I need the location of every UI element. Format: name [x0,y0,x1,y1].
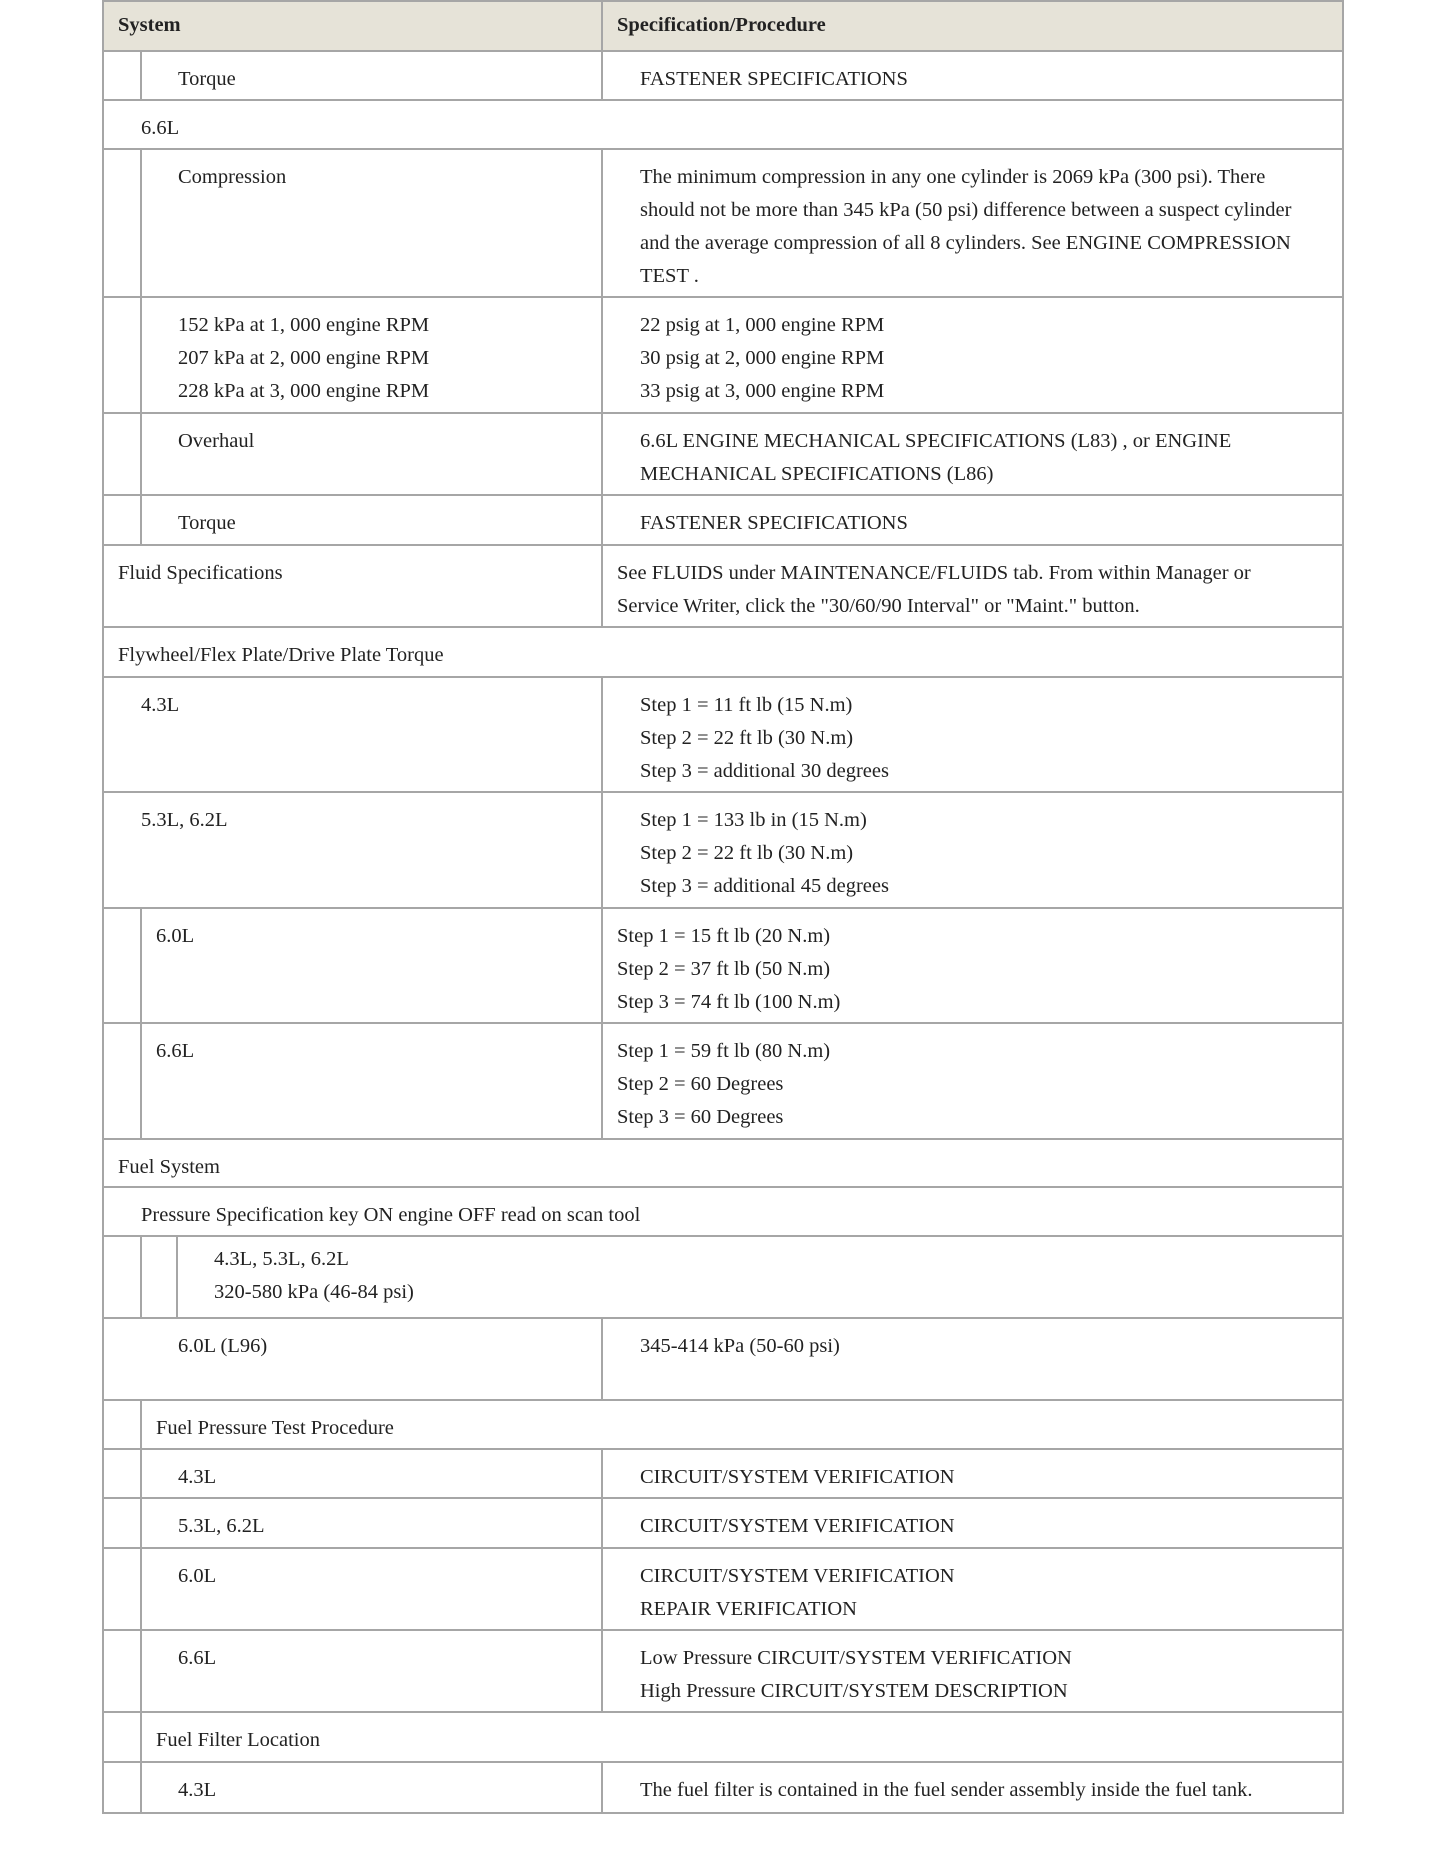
table-row [104,1237,1342,1319]
row-spec-line: Step 2 = 37 ft lb (50 N.m) [617,958,831,980]
row-system-cell [104,1450,601,1497]
row-spec-cell [601,793,1342,907]
row-group-text: Fuel Filter Location [156,1729,320,1751]
table-row [104,1401,1342,1450]
header-spec [601,2,1342,50]
row-spec-line: Step 3 = additional 45 degrees [640,875,889,897]
row-spec-line: CIRCUIT/SYSTEM VERIFICATION [640,1565,955,1587]
row-spec-text: CIRCUIT/SYSTEM VERIFICATION [640,1515,955,1537]
row-spec-line: should not be more than 345 kPa (50 psi) difference between a suspect cylinder [640,199,1292,221]
row-spec-line: Step 1 = 15 ft lb (20 N.m) [617,925,831,947]
row-spec-line: See FLUIDS under MAINTENANCE/FLUIDS tab. From within Manager or [617,562,1251,584]
table-row [104,1140,1342,1188]
row-system-cell [104,496,601,544]
row-spec-line: Step 2 = 60 Degrees [617,1073,784,1095]
row-system-cell [104,298,601,412]
table-row [104,678,1342,793]
row-spec-line: 6.6L ENGINE MECHANICAL SPECIFICATIONS (L83) , or ENGINE [640,430,1232,452]
row-spec-cell [601,52,1342,99]
row-system-text: Torque [178,512,236,534]
row-spec-cell [601,909,1342,1022]
row-spec-cell [601,546,1342,626]
row-system-cell [104,909,601,1022]
row-group-text: Fuel Pressure Test Procedure [156,1417,394,1439]
row-spec-cell [601,1763,1342,1812]
row-group-text: Flywheel/Flex Plate/Drive Plate Torque [118,644,444,666]
table-row [104,414,1342,496]
row-spec-text: FASTENER SPECIFICATIONS [640,512,908,534]
row-system-cell [104,1319,601,1399]
row-system-cell [104,1763,601,1812]
row-group-text: Pressure Specification key ON engine OFF read on scan tool [141,1204,641,1226]
row-spec-cell [601,1549,1342,1629]
row-group-cell [104,1140,1342,1186]
row-spec-cell [601,1024,1342,1138]
row-group-text: 6.6L [141,117,180,139]
row-system-text: Torque [178,68,236,90]
row-system-text: 4.3L [141,694,180,716]
row-spec-line: Step 3 = additional 30 degrees [640,760,889,782]
row-spec-line: Low Pressure CIRCUIT/SYSTEM VERIFICATION [640,1647,1072,1669]
row-system-cell [104,1549,601,1629]
row-system-text: 4.3L [178,1779,217,1801]
row-system-cell [104,1631,601,1711]
table-row [104,793,1342,909]
row-group-cell [104,1237,1342,1317]
table-row [104,52,1342,101]
table-row [104,1549,1342,1631]
row-system-cell [104,414,601,494]
row-system-cell [104,52,601,99]
row-system-text: Compression [178,166,287,188]
row-system-cell [104,678,601,791]
row-spec-cell [601,1319,1342,1399]
table-row [104,1188,1342,1237]
row-spec-line: Step 3 = 60 Degrees [617,1106,784,1128]
row-spec-line: and the average compression of all 8 cylinders. See ENGINE COMPRESSION [640,232,1291,254]
row-spec-line: The minimum compression in any one cylinder is 2069 kPa (300 psi). There [640,166,1266,188]
table-row [104,1631,1342,1713]
row-spec-line: Step 1 = 59 ft lb (80 N.m) [617,1040,831,1062]
table-row [104,496,1342,546]
table-row [104,101,1342,150]
header-system [104,2,601,50]
row-system-text: Overhaul [178,430,255,452]
row-spec-line: 33 psig at 3, 000 engine RPM [640,380,885,402]
row-system-text: 6.0L [178,1565,217,1587]
row-spec-cell [601,1450,1342,1497]
row-system-line: 228 kPa at 3, 000 engine RPM [178,380,430,402]
row-system-text: 4.3L [178,1466,217,1488]
row-spec-text: FASTENER SPECIFICATIONS [640,68,908,90]
row-spec-line: Service Writer, click the "30/60/90 Interval" or "Maint." button. [617,595,1140,617]
table-row [104,1450,1342,1499]
table-row [104,909,1342,1024]
table-header-row [104,2,1342,52]
table-row [104,150,1342,298]
row-spec-line: Step 2 = 22 ft lb (30 N.m) [640,727,854,749]
row-system-cell [104,1499,601,1547]
row-group-cell [104,628,1342,676]
row-system-line: 152 kPa at 1, 000 engine RPM [178,314,430,336]
row-group-cell [104,1713,1342,1761]
row-system-cell [104,150,601,296]
row-spec-line: TEST . [640,265,699,287]
row-system-cell [104,793,601,907]
row-spec-line: Step 2 = 22 ft lb (30 N.m) [640,842,854,864]
row-spec-line: REPAIR VERIFICATION [640,1598,857,1620]
table-row [104,298,1342,414]
row-spec-text: The fuel filter is contained in the fuel sender assembly inside the fuel tank. [640,1779,1253,1801]
row-system-cell [104,1024,601,1138]
row-spec-text: CIRCUIT/SYSTEM VERIFICATION [640,1466,955,1488]
row-group-cell [104,1188,1342,1235]
row-spec-line: 30 psig at 2, 000 engine RPM [640,347,885,369]
row-spec-text: 345-414 kPa (50-60 psi) [640,1335,840,1357]
table-row [104,628,1342,678]
row-group-text: Fuel System [118,1156,220,1178]
row-spec-line: Step 3 = 74 ft lb (100 N.m) [617,991,841,1013]
row-group-cell [104,1401,1342,1448]
row-system-text: 6.0L [156,925,195,947]
row-spec-line: High Pressure CIRCUIT/SYSTEM DESCRIPTION [640,1680,1068,1702]
table-row [104,1319,1342,1401]
table-row [104,1713,1342,1763]
row-spec-cell [601,298,1342,412]
row-group-line: 320-580 kPa (46-84 psi) [214,1281,414,1303]
row-system-text: 5.3L, 6.2L [178,1515,265,1537]
row-spec-line: MECHANICAL SPECIFICATIONS (L86) [640,463,994,485]
row-system-line: 207 kPa at 2, 000 engine RPM [178,347,430,369]
spec-table [102,0,1344,1814]
row-spec-line: 22 psig at 1, 000 engine RPM [640,314,885,336]
row-system-text: 6.6L [178,1647,217,1669]
row-spec-cell [601,678,1342,791]
row-system-text: 6.0L (L96) [178,1335,268,1357]
header-system-label: System [118,14,181,36]
row-group-line: 4.3L, 5.3L, 6.2L [214,1248,349,1270]
row-system-text: 6.6L [156,1040,195,1062]
row-spec-cell [601,496,1342,544]
row-group-cell [104,101,1342,148]
row-spec-cell [601,1631,1342,1711]
row-system-text: 5.3L, 6.2L [141,809,228,831]
table-row [104,1024,1342,1140]
table-row [104,1763,1342,1812]
row-system-cell [104,546,601,626]
row-spec-cell [601,1499,1342,1547]
row-spec-cell [601,414,1342,494]
table-row [104,1499,1342,1549]
row-spec-line: Step 1 = 11 ft lb (15 N.m) [640,694,853,716]
row-spec-line: Step 1 = 133 lb in (15 N.m) [640,809,867,831]
header-spec-label: Specification/Procedure [617,14,826,36]
row-system-text: Fluid Specifications [118,562,283,584]
table-row [104,546,1342,628]
row-spec-cell [601,150,1342,296]
